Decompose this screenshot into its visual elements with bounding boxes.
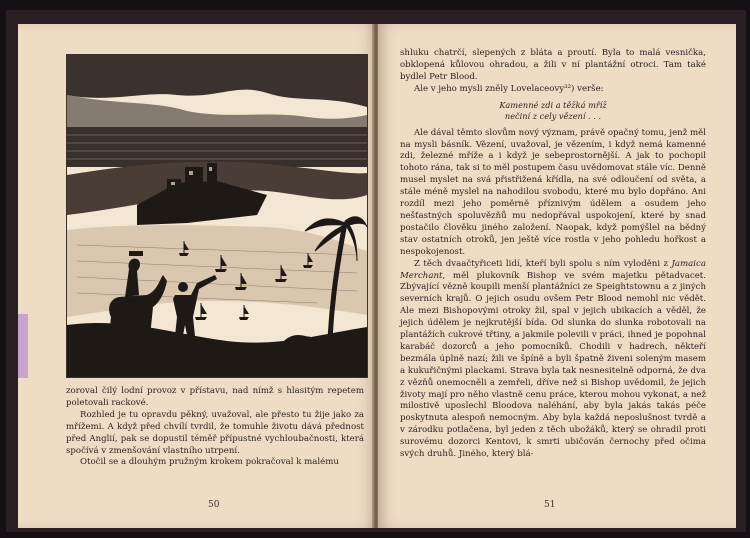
paragraph: zoroval čilý lodní provoz v přístavu, nad nímž s hlasitým repetem poletovali rackové.	[66, 386, 364, 408]
verse-quote	[400, 100, 706, 122]
paragraph	[400, 259, 706, 461]
sea-horizon	[67, 127, 367, 167]
verse-line: nečiní z cely vězení . . .	[504, 110, 602, 121]
paragraph: shluku chatrčí, slepených z bláta a proutí. Byla to malá vesnička, obklopená kůlovou ohradou, a žili v ní plantážní otroci. Tam také bydlel Petr Blood.	[400, 48, 706, 82]
verse-line: Kamenné zdi a těžká mříž	[499, 99, 607, 110]
ship-name: Jamaica Merchant	[400, 258, 706, 281]
paragraph: Rozhled je tu opravdu pěkný, uvažoval, ale přesto tu žije jako za mřížemi. A když před chvílí tvrdil, že tomuhle životu dává přednost před Anglií, pak se dopustil téměř přípustné vychloubačnosti, která spočívá v zmenšování vlastního utrpení.	[66, 409, 364, 456]
right-page	[378, 24, 736, 528]
paragraph: Otočil se a dlouhým pružným krokem pokračoval k malému	[80, 457, 339, 468]
right-page-text	[400, 48, 706, 461]
page-edge-tab	[18, 314, 28, 378]
text-run: , měl plukovník Bishop ve svém majetku pětadvacet. Zbývající vězně koupili menší plantážníci ze Speightstownu a z jiných severních krajů. O jejich osudu ovšem Petr Blood nemohl nic vědět. Ale mezi Bishopovými otroky žil, spal v jejich ubikacích a věděl, že jejich údělem je nejkrutější bída. Od slunka do slunka robotovali na plantážích cukrové třtiny, a jakmile polevili v práci, ihned je popohnal karabáč dozorců a jeho pomocníků. Chodili v hadrech, někteří bezmála úplně nazí; žili ve špíně a byli špatně živeni soleným masem a kukuřičnými plackami. Strava byla tak nesnesitelně odporná, že dva z vězňů onemocněli a zemřeli, dříve než si Bishop uvědomil, že jejich životy mají pro něho vlastně cenu práce, kterou mohou vykonat, a než milostivě uposlechl Bloodova naléhání, aby byla jakás takás péče poskytnuta alespoň nemocným. Aby byla každá neposlušnost tvrdě a v zárodku potlačena, byl jeden z těch ubožáků, který se ohradil proti surovému dozorci Kentovi, k smrti ubičován černochy před očima svých druhů. Jiného, který blá-	[400, 270, 706, 460]
woodcut-illustration	[66, 54, 368, 378]
sky-clouds	[67, 55, 367, 127]
page-number-right: 51	[544, 500, 556, 510]
paragraph: Ale dával těmto slovům nový význam, právě opačný tomu, jenž měl na mysli básník. Vězení, uvažoval, je vězením, i když nemá kamenné zdi, železné mříže a i když je sebeprostornější. A jak to pochopil tohoto rána, tak si to měl postupem času uvědomovat stále víc. Denně musel myslet na svá přistřižená křídla, na své odloučení od světa, a stále méně myslel na nahodilou svobodu, které mu bylo dopřáno. Ani rozdíl mezi jeho poměrně příznivým údělem a osudem jeho nešťastných spoluvězňů mu nedopřával uspokojení, které by snad postačilo člověku jiného založení. Naopak, když pomýšlel na bědný stav ostatních otroků, jen ještě více rostla v jeho pohledu hořkost a nespokojenost.	[400, 127, 706, 257]
text-run: Z těch dvaačtyřiceti lidí, kteří byli spolu s ním vyloděni z	[414, 258, 672, 269]
page-number-left: 50	[208, 500, 220, 510]
open-book	[6, 10, 746, 532]
left-page	[18, 24, 376, 528]
left-page-text	[66, 386, 364, 469]
paragraph: Ale v jeho mysli zněly Lovelaceovy³²) verše:	[414, 83, 604, 94]
